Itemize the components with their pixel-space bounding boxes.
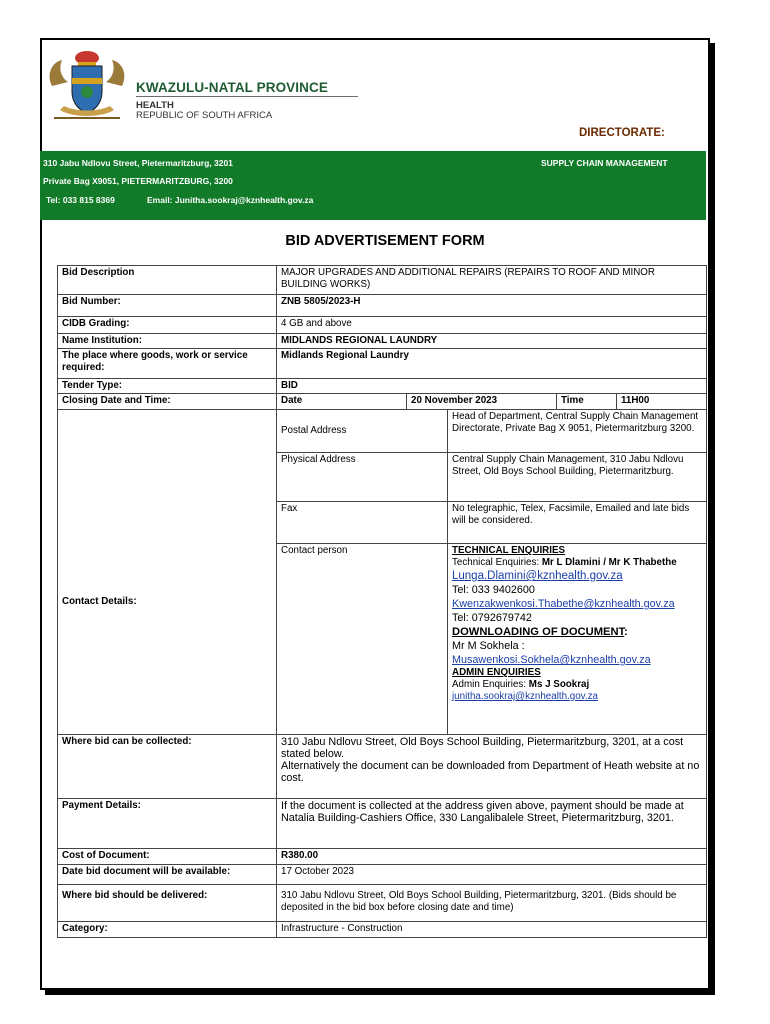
delivered-label: Where bid should be delivered: [58,885,277,922]
tel-thabethe: Tel: 0792679742 [452,612,532,624]
country-name: REPUBLIC OF SOUTH AFRICA [136,110,273,121]
band-tel: Tel: 033 815 8369 [46,195,115,205]
admin-enquiries-line [452,679,702,691]
closing-date-label: Date [277,394,407,410]
email-link-thabethe[interactable]: Kwenzakwenkosi.Thabethe@kznhealth.gov.za [452,598,675,610]
technical-enquiries-header: TECHNICAL ENQUIRIES [452,545,566,556]
bid-description-label: Bid Description [58,266,277,295]
band-email: Email: Junitha.sookraj@kznhealth.gov.za [147,195,314,205]
downloading-header: DOWNLOADING OF DOCUMENT [452,626,625,638]
row-closing [58,394,707,410]
institution-label: Name Institution: [58,334,277,349]
department-name: HEALTH [136,100,174,111]
row-contact-postal [58,410,707,453]
row-place [58,349,707,379]
row-bid-description [58,266,707,295]
admin-enquiries-name: Ms J Sookraj [528,679,590,690]
tender-type-label: Tender Type: [58,379,277,394]
available-value: 17 October 2023 [277,865,707,885]
delivered-value: 310 Jabu Ndlovu Street, Old Boys School Building, Pietermaritzburg, 3201. (Bids should be deposited in the bid box before closing date and time) [277,885,707,922]
fax-value: No telegraphic, Telex, Facsimile, Emailed and late bids will be considered. [448,502,707,544]
physical-address-label: Physical Address [277,453,448,502]
collect-value [277,735,707,799]
closing-time-label: Time [557,394,617,410]
contact-details-label: Contact Details: [58,410,277,735]
bid-number-label: Bid Number: [58,295,277,317]
fax-label: Fax [277,502,448,544]
cost-label: Cost of Document: [58,849,277,865]
cidb-value: 4 GB and above [277,317,707,334]
closing-time-value: 11H00 [617,394,707,410]
row-category [58,922,707,938]
closing-label: Closing Date and Time: [58,394,277,410]
technical-enquiries-names: Mr L Dlamini / Mr K Thabethe [541,557,677,568]
bid-form-table [57,265,707,938]
cidb-label: CIDB Grading: [58,317,277,334]
email-link-sokhela[interactable]: Musawenkosi.Sokhela@kznhealth.gov.za [452,654,651,666]
band-address-line2: Private Bag X9051, PIETERMARITZBURG, 3200 [43,176,233,186]
contact-person-value [448,544,707,735]
row-cost [58,849,707,865]
row-payment [58,799,707,849]
collect-label: Where bid can be collected: [58,735,277,799]
email-link-dlamini[interactable]: Lunga.Dlamini@kznhealth.gov.za [452,570,623,582]
band-directorate-name: SUPPLY CHAIN MANAGEMENT [541,158,668,168]
form-title: BID ADVERTISEMENT FORM [285,233,485,249]
closing-date-value: 20 November 2023 [407,394,557,410]
download-contact-name: Mr M Sokhela : [452,640,525,652]
technical-enquiries-prefix: Technical Enquiries: [452,557,542,568]
place-label: The place where goods, work or service required: [58,349,277,379]
physical-address-value: Central Supply Chain Management, 310 Jabu Ndlovu Street, Old Boys School Building, Pietermaritzburg. [448,453,707,502]
coat-of-arms-logo [44,48,130,122]
row-delivered [58,885,707,922]
downloading-header-colon: : [624,626,628,638]
available-label: Date bid document will be available: [58,865,277,885]
admin-enquiries-header: ADMIN ENQUIRIES [452,667,541,678]
row-tender-type [58,379,707,394]
contact-band [40,151,706,220]
institution-value: MIDLANDS REGIONAL LAUNDRY [277,334,707,349]
postal-address-value: Head of Department, Central Supply Chain Management Directorate, Private Bag X 9051, Pietermaritzburg 3200. [448,410,707,453]
row-cidb [58,317,707,334]
row-collect [58,735,707,799]
admin-enquiries-prefix: Admin Enquiries: [452,679,529,690]
email-link-sookraj[interactable]: junitha.sookraj@kznhealth.gov.za [452,691,598,702]
contact-person-label: Contact person [277,544,448,735]
payment-value: If the document is collected at the address given above, payment should be made at Natalia Building-Cashiers Office, 330 Langalibalele Street, Pietermaritzburg, 3201. [277,799,707,849]
place-value: Midlands Regional Laundry [277,349,707,379]
category-label: Category: [58,922,277,938]
tel-dlamini: Tel: 033 9402600 [452,584,535,596]
bid-number-value: ZNB 5805/2023-H [277,295,707,317]
row-bid-number [58,295,707,317]
logo-divider [136,96,358,97]
category-value: Infrastructure - Construction [277,922,707,938]
cost-value: R380.00 [277,849,707,865]
directorate-label: DIRECTORATE: [579,127,665,139]
band-address-line1: 310 Jabu Ndlovu Street, Pietermaritzburg, 3201 [43,158,233,168]
row-available [58,865,707,885]
postal-address-label: Postal Address [277,410,448,453]
technical-enquiries-line [452,557,702,569]
collect-line1: 310 Jabu Ndlovu Street, Old Boys School Building, Pietermaritzburg, 3201, at a cost stated below. [281,736,684,760]
tender-type-value: BID [277,379,707,394]
bid-description-value: MAJOR UPGRADES AND ADDITIONAL REPAIRS (REPAIRS TO ROOF AND MINOR BUILDING WORKS) [277,266,707,295]
payment-label: Payment Details: [58,799,277,849]
province-name: KWAZULU-NATAL PROVINCE [136,80,328,95]
collect-line2: Alternatively the document can be downloaded from Department of Heath website at no cost. [281,760,700,784]
row-institution [58,334,707,349]
